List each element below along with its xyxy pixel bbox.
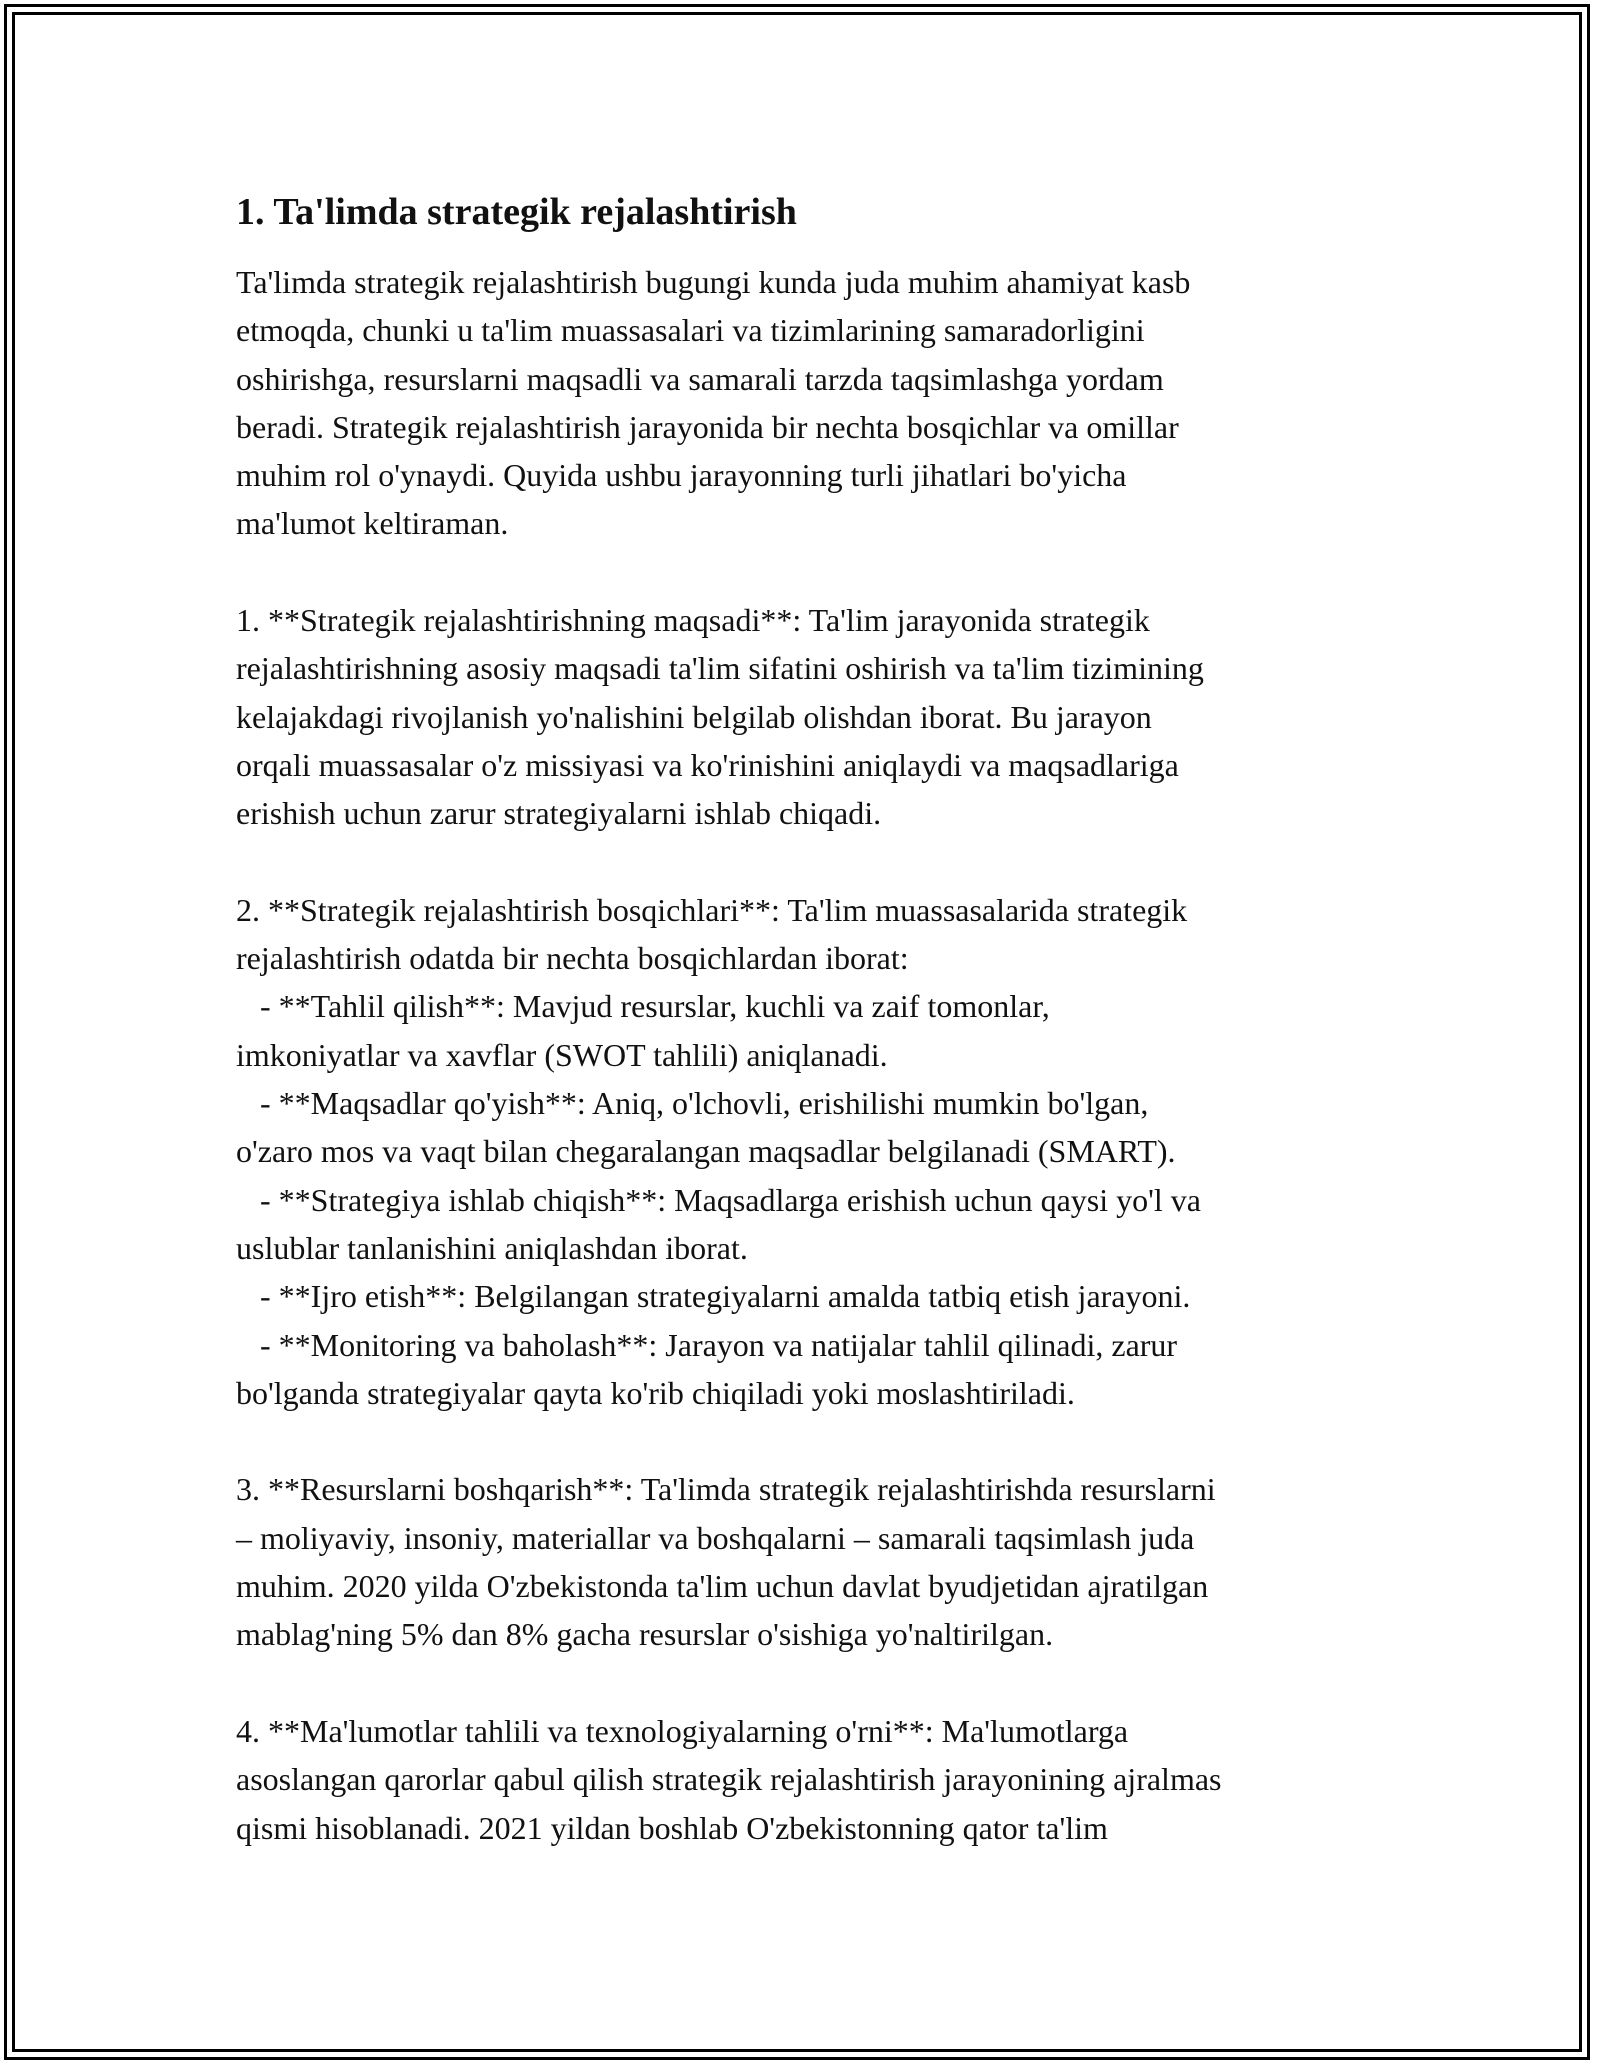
paragraph-goal: 1. **Strategik rejalashtirishning maqsadi**: Ta'lim jarayonida strategik rejalashtirishning asosiy maqsadi ta'lim sifatini oshirish va ta'lim tizimining kelajakdagi rivojlanish yo'nalishini belgilab olishdan iborat. Bu jarayon orqali muassasalar o'z missiyasi va ko'rinishini aniqlaydi va maqsadlariga erishish uchun zarur strategiyalarni ishlab chiqadi. [236,602,1204,832]
paragraph-stages: 2. **Strategik rejalashtirish bosqichlari**: Ta'lim muassasalarida strategik rejalashtirish odatda bir nechta bosqichlardan iborat: - **Tahlil qilish**: Mavjud resurslar, kuchli va zaif tomonlar, imkoniyatlar va xavflar (SWOT tahlili) aniqlanadi. - **Maqsadlar qo'yish**: Aniq, o'lchovli, erishilishi mumkin bo'lgan, o'zaro mos va vaqt bilan chegaralangan maqsadlar belgilanadi (SMART). - **Strategiya ishlab chiqish**: Maqsadlarga erishish uchun qaysi yo'l va uslublar tanlanishini aniqlashdan iborat. - **Ijro etish**: Belgilangan strategiyalarni amalda tatbiq etish jarayoni. - **Monitoring va baholash**: Jarayon va natijalar tahlil qilinadi, zarur bo'lganda strategiyalar qayta ko'rib chiqiladi yoki moslashtiriladi. [236,891,1201,1411]
document-body [236,186,1386,1852]
paragraph-resources: 3. **Resurslarni boshqarish**: Ta'limda strategik rejalashtirishda resurslarni – moliyaviy, insoniy, materiallar va boshqalarni – samarali taqsimlash juda muhim. 2020 yilda O'zbekistonda ta'lim uchun davlat byudjetidan ajratilgan mablag'ning 5% dan 8% gacha resurslar o'sishiga yo'naltirilgan. [236,1471,1216,1653]
section-heading: 1. Ta'limda strategik rejalashtirish [236,191,797,233]
intro-paragraph: Ta'limda strategik rejalashtirish bugungi kunda juda muhim ahamiyat kasb etmoqda, chunki u ta'lim muassasalari va tizimlarining samaradorligini oshirishga, resurslarni maqsadli va samarali tarzda taqsimlashga yordam beradi. Strategik rejalashtirish jarayonida bir nechta bosqichlar va omillar muhim rol o'ynaydi. Quyida ushbu jarayonning turli jihatlari bo'yicha ma'lumot keltiraman. [236,264,1191,542]
paragraph-data-analysis: 4. **Ma'lumotlar tahlili va texnologiyalarning o'rni**: Ma'lumotlarga asoslangan qarorlar qabul qilish strategik rejalashtirish jarayonining ajralmas qismi hisoblanadi. 2021 yildan boshlab O'zbekistonning qator ta'lim [236,1712,1222,1846]
